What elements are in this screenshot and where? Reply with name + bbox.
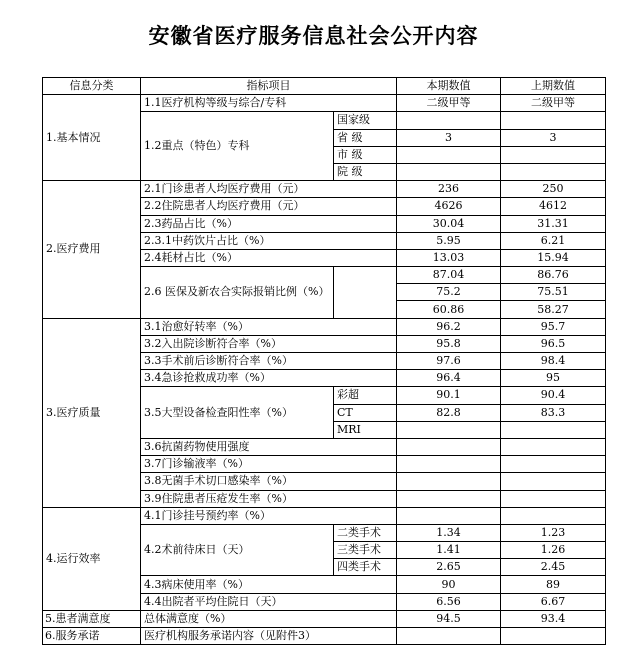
current-value — [397, 421, 501, 438]
indicator-label: 总体满意度（%） — [141, 610, 397, 627]
sub-label: 市 级 — [334, 146, 397, 163]
previous-value — [501, 456, 606, 473]
indicator-label: 2.4耗材占比（%） — [141, 249, 397, 266]
current-value: 60.86 — [397, 301, 501, 318]
indicator-label: 1.2重点（特色）专科 — [141, 112, 334, 181]
current-value: 96.4 — [397, 370, 501, 387]
previous-value: 250 — [501, 181, 606, 198]
table-row — [43, 95, 606, 112]
previous-value — [501, 490, 606, 507]
previous-value — [501, 473, 606, 490]
previous-value: 75.51 — [501, 284, 606, 301]
current-value — [397, 112, 501, 129]
sub-label: 四类手术 — [334, 559, 397, 576]
indicator-label: 3.4急诊抢救成功率（%） — [141, 370, 397, 387]
previous-value: 2.45 — [501, 559, 606, 576]
current-value: 236 — [397, 181, 501, 198]
previous-value — [501, 112, 606, 129]
previous-value: 93.4 — [501, 610, 606, 627]
current-value: 95.8 — [397, 335, 501, 352]
category-cost: 2.医疗费用 — [43, 181, 141, 319]
info-table — [42, 77, 606, 645]
category-commitment: 6.服务承诺 — [43, 628, 141, 645]
header-indicator: 指标项目 — [141, 78, 397, 95]
current-value — [397, 146, 501, 163]
previous-value: 二级甲等 — [501, 95, 606, 112]
previous-value: 95 — [501, 370, 606, 387]
indicator-label: 1.1医疗机构等级与综合/专科 — [141, 95, 397, 112]
current-value: 6.56 — [397, 593, 501, 610]
current-value: 1.41 — [397, 542, 501, 559]
current-value — [397, 507, 501, 524]
indicator-label: 3.3手术前后诊断符合率（%） — [141, 353, 397, 370]
table-row — [43, 610, 606, 627]
sub-label: 二类手术 — [334, 524, 397, 541]
previous-value — [501, 438, 606, 455]
indicator-label: 3.6抗菌药物使用强度 — [141, 438, 397, 455]
category-quality: 3.医疗质量 — [43, 318, 141, 507]
sub-label: MRI — [334, 421, 397, 438]
previous-value: 96.5 — [501, 335, 606, 352]
previous-value: 83.3 — [501, 404, 606, 421]
current-value: 90.1 — [397, 387, 501, 404]
current-value: 96.2 — [397, 318, 501, 335]
header-previous: 上期数值 — [501, 78, 606, 95]
sub-label: 三类手术 — [334, 542, 397, 559]
previous-value: 89 — [501, 576, 606, 593]
previous-value: 15.94 — [501, 249, 606, 266]
indicator-label: 3.8无菌手术切口感染率（%） — [141, 473, 397, 490]
current-value — [397, 490, 501, 507]
previous-value: 98.4 — [501, 353, 606, 370]
previous-value: 4612 — [501, 198, 606, 215]
previous-value: 58.27 — [501, 301, 606, 318]
current-value: 3 — [397, 129, 501, 146]
current-value: 1.34 — [397, 524, 501, 541]
header-category: 信息分类 — [43, 78, 141, 95]
sub-label: 国家级 — [334, 112, 397, 129]
table-row — [43, 628, 606, 645]
header-current: 本期数值 — [397, 78, 501, 95]
indicator-label: 4.3病床使用率（%） — [141, 576, 397, 593]
current-value: 87.04 — [397, 267, 501, 284]
indicator-label: 2.3药品占比（%） — [141, 215, 397, 232]
indicator-label: 3.5大型设备检查阳性率（%） — [141, 387, 334, 439]
indicator-label: 3.7门诊输液率（%） — [141, 456, 397, 473]
current-value: 30.04 — [397, 215, 501, 232]
current-value: 82.8 — [397, 404, 501, 421]
indicator-label: 3.9住院患者压疮发生率（%） — [141, 490, 397, 507]
current-value — [397, 456, 501, 473]
previous-value: 86.76 — [501, 267, 606, 284]
current-value: 13.03 — [397, 249, 501, 266]
category-efficiency: 4.运行效率 — [43, 507, 141, 610]
indicator-label: 3.2入出院诊断符合率（%） — [141, 335, 397, 352]
page-title: 安徽省医疗服务信息社会公开内容 — [148, 23, 479, 48]
indicator-label: 2.6 医保及新农合实际报销比例（%） — [141, 267, 334, 319]
blank-cell — [334, 267, 397, 319]
indicator-label: 医疗机构服务承诺内容（见附件3） — [141, 628, 397, 645]
current-value: 94.5 — [397, 610, 501, 627]
previous-value — [501, 163, 606, 180]
previous-value: 6.21 — [501, 232, 606, 249]
previous-value: 1.26 — [501, 542, 606, 559]
previous-value — [501, 421, 606, 438]
previous-value: 3 — [501, 129, 606, 146]
previous-value: 1.23 — [501, 524, 606, 541]
current-value: 2.65 — [397, 559, 501, 576]
current-value — [397, 163, 501, 180]
table-row — [43, 507, 606, 524]
previous-value: 90.4 — [501, 387, 606, 404]
indicator-label: 4.2术前待床日（天） — [141, 524, 334, 576]
current-value: 二级甲等 — [397, 95, 501, 112]
current-value: 4626 — [397, 198, 501, 215]
sub-label: CT — [334, 404, 397, 421]
current-value: 97.6 — [397, 353, 501, 370]
sub-label: 省 级 — [334, 129, 397, 146]
indicator-label: 4.4出院者平均住院日（天） — [141, 593, 397, 610]
previous-value — [501, 146, 606, 163]
previous-value: 6.67 — [501, 593, 606, 610]
indicator-label: 2.3.1中药饮片占比（%） — [141, 232, 397, 249]
previous-value — [501, 507, 606, 524]
current-value — [397, 438, 501, 455]
indicator-label: 3.1治愈好转率（%） — [141, 318, 397, 335]
current-value: 75.2 — [397, 284, 501, 301]
current-value: 5.95 — [397, 232, 501, 249]
indicator-label: 2.1门诊患者人均医疗费用（元） — [141, 181, 397, 198]
current-value: 90 — [397, 576, 501, 593]
current-value — [397, 628, 501, 645]
category-satisfaction: 5.患者满意度 — [43, 610, 141, 627]
table-header-row — [43, 78, 606, 95]
sub-label: 院 级 — [334, 163, 397, 180]
table-row — [43, 181, 606, 198]
indicator-label: 4.1门诊挂号预约率（%） — [141, 507, 397, 524]
sub-label: 彩超 — [334, 387, 397, 404]
table-row — [43, 318, 606, 335]
previous-value — [501, 628, 606, 645]
current-value — [397, 473, 501, 490]
category-basic: 1.基本情况 — [43, 95, 141, 181]
previous-value: 31.31 — [501, 215, 606, 232]
previous-value: 95.7 — [501, 318, 606, 335]
indicator-label: 2.2住院患者人均医疗费用（元） — [141, 198, 397, 215]
